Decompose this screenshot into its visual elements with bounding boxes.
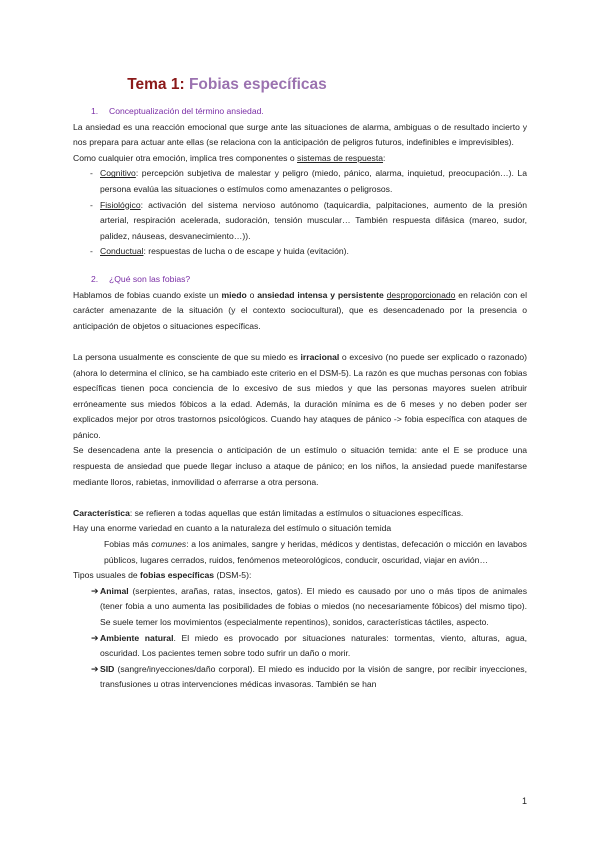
list-item: ➔ Animal (serpientes, arañas, ratas, insectos, gatos). El miedo es causado por uno o más tipos de animales (tener fobia a uno aumenta las posibilidades de fobias o miedos (no necesariamente fóbicos) del mismo tipo). Se suele temer los movimientos (especialmente repentinos), sonidos, características táctiles, aspecto. — [73, 584, 527, 631]
arrow-right-icon: ➔ — [91, 632, 99, 643]
paragraph: Fobias más comunes: a los animales, sangre y heridas, médicos y dentistas, defecación o micción en lavabos públicos, lugares cerrados, ruidos, fenómenos meteorológicos, conducir, oscuridad, viajar en avión… — [104, 539, 527, 565]
section-2-heading: 2. ¿Qué son las fobias? — [91, 273, 191, 284]
list-item: - Cognitivo: percepción subjetiva de malestar y peligro (miedo, pánico, alarma, inquietud, preocupación…). La persona evalúa las situaciones o estímulos como amenazantes o peligrosos. — [90, 168, 527, 194]
list-item: ➔ SID (sangre/inyecciones/daño corporal). El miedo es inducido por la visión de sangre, por recibir inyecciones, transfusiones u otras intervenciones médicas invasoras. También se han — [73, 662, 527, 693]
paragraph: Característica: se refieren a todas aquellas que están limitadas a estímulos o situaciones específicas. — [73, 507, 464, 518]
page-number: 1 — [521, 796, 527, 806]
paragraph: Tipos usuales de fobias específicas (DSM-5): — [73, 570, 252, 581]
list-item: - Conductual: respuestas de lucha o de escape y huida (evitación). — [90, 246, 349, 257]
paragraph: Se desencadena ante la presencia o anticipación de un estímulo o situación temida: ante el E se produce una respuesta de ansiedad que puede llegar incluso a ataque de pánico; en los niños, la ansiedad puede manifestarse mediante lloros, rabietas, inmovilidad o aferrarse a otra persona. — [73, 445, 527, 487]
paragraph: Como cualquier otra emoción, implica tres componentes o sistemas de respuesta: — [73, 152, 386, 163]
section-1-heading: 1. Conceptualización del término ansiedad. — [91, 106, 264, 116]
page-title — [0, 76, 454, 94]
title-text: Fobias específicas — [188, 76, 327, 93]
paragraph: Hay una enorme variedad en cuanto a la naturaleza del estímulo o situación temida — [73, 523, 392, 534]
arrow-right-icon: ➔ — [91, 585, 99, 596]
paragraph: Hablamos de fobias cuando existe un miedo o ansiedad intensa y persistente desproporcionado en relación con el carácter amenazante de la situación (y el contexto sociocultural), que es desencadenado por la presencia o anticipación de objetos o situaciones específicas. — [73, 289, 527, 331]
paragraph: La ansiedad es una reacción emocional que surge ante las situaciones de alarma, ambiguas o de resultado incierto y nos prepara para actuar ante ellas (se relaciona con la anticipación de peligros futuros, indefinibles e imprevisibles). — [73, 121, 527, 148]
title-number: Tema 1: — [127, 76, 185, 93]
arrow-right-icon: ➔ — [91, 663, 99, 674]
paragraph: La persona usualmente es consciente de que su miedo es irracional o excesivo (no puede ser explicado o razonado) (ahora lo determina el clínico, se ha cambiado este criterio en el DSM-5). La razón es que muchas personas con fobias específicas tienen poca conciencia de lo excesivo de sus miedos y que las personas mayores suelen atribuir erróneamente sus miedos fóbicos a la edad. Además, la duración mínima es de 6 meses y no deben poder ser explicados mejor por otros trastornos psicológicos. Cuando hay ataques de pánico -> fobia específica con ataques de pánico. — [73, 351, 528, 440]
list-item: ➔ Ambiente natural. El miedo es provocado por situaciones naturales: tormentas, viento, alturas, agua, oscuridad. Los pacientes temen sobre todo sufrir un daño o morir. — [73, 631, 527, 662]
list-item: - Fisiológico: activación del sistema nervioso autónomo (taquicardia, palpitaciones, aumento de la presión arterial, respiración acelerada, sudoración, tensión muscular… También respuesta difásica (mareo, sudor, palidez, náuseas, desvanecimiento…)). — [90, 199, 527, 241]
